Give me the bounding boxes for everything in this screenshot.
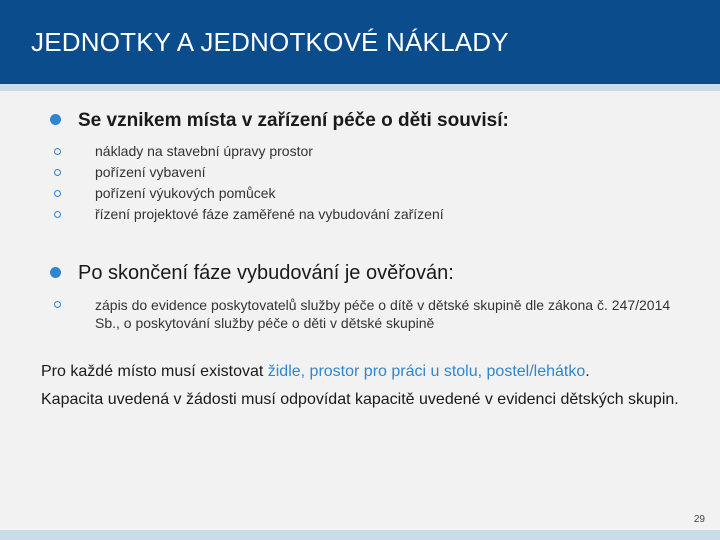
bullet-dot-icon — [50, 114, 61, 125]
circle-bullet-icon — [54, 301, 61, 308]
list-item-text: pořízení vybavení — [95, 164, 206, 180]
list-item-text: zápis do evidence poskytovatelů služby péče o dítě v dětské skupině dle zákona č. 247/2014 Sb., o poskytování služby péče o děti v dětské skupině — [95, 297, 671, 331]
circle-bullet-icon — [54, 148, 61, 155]
header-bar — [0, 0, 720, 84]
list-item-text: řízení projektové fáze zaměřené na vybudování zařízení — [95, 206, 444, 222]
circle-bullet-icon — [54, 190, 61, 197]
section1-list — [54, 141, 694, 225]
circle-bullet-icon — [54, 169, 61, 176]
footer-bar — [0, 530, 720, 540]
section2-heading: Po skončení fáze vybudování je ověřován: — [78, 262, 454, 284]
highlight-text: židle, prostor pro práci u stolu, postel/lehátko — [267, 363, 586, 380]
list-item-text: náklady na stavební úpravy prostor — [95, 143, 313, 159]
paragraph-text: Pro každé místo musí existovat — [41, 363, 268, 380]
list-item-text: pořízení výukových pomůcek — [95, 185, 276, 201]
bullet-dot-icon — [50, 267, 61, 278]
list-item — [54, 204, 694, 225]
slide-title: JEDNOTKY A JEDNOTKOVÉ NÁKLADY — [31, 27, 509, 57]
section1-heading: Se vznikem místa v zařízení péče o děti souvisí: — [78, 110, 509, 131]
circle-bullet-icon — [54, 211, 61, 218]
paragraph-requirements — [41, 362, 681, 382]
list-item — [54, 162, 694, 183]
section2-list — [54, 294, 694, 334]
paragraph-capacity: Kapacita uvedená v žádosti musí odpovídat kapacitě uvedené v evidenci dětských skupin. — [41, 391, 679, 408]
page-number: 29 — [693, 514, 705, 525]
list-item — [54, 294, 694, 334]
header-rule — [0, 84, 720, 91]
list-item — [54, 183, 694, 204]
list-item — [54, 141, 694, 162]
paragraph-text: . — [585, 363, 590, 380]
